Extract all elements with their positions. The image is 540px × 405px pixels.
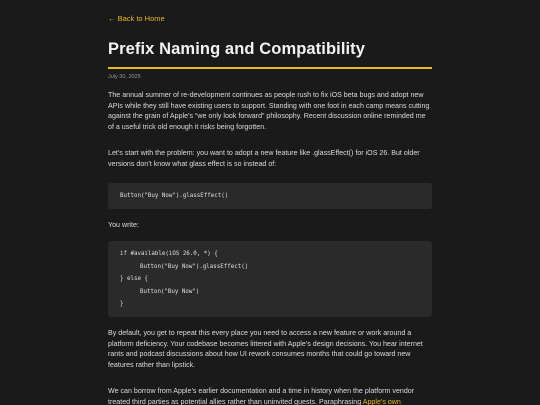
code-line: Button("Buy Now").glassEffect() xyxy=(120,193,229,199)
code-line: } xyxy=(120,301,124,307)
code-block-glass-effect xyxy=(108,183,432,209)
code-line: Button("Buy Now") xyxy=(140,288,200,295)
apple-docs-link[interactable]: Apple’s own xyxy=(362,397,401,405)
code-line: } else { xyxy=(120,276,148,282)
borrow-text: We can borrow from Apple’s earlier documentation and a time in history when the platform vendor treated third parties as potential allies rather than uninvited guests. Paraphrasing xyxy=(108,387,415,405)
title-divider xyxy=(108,67,432,69)
intro-paragraph: The annual summer of re-development continues as people rush to fix iOS beta bugs and adopt new APIs while they still have existing users to support. Standing with one foot in each camp means cutting against the grain of Apple’s “we only look forward” philosophy. Recent discussion online reminded me of a useful trick old enough it risks being forgotten. xyxy=(108,91,430,131)
default-paragraph: By default, you get to repeat this every place you need to access a new feature or work around a platform deficiency. Your codebase becomes littered with Apple’s design decisions. You hear internet rants and podcast discussions about how UI rework consumes months that could go toward new features rather than lipstick. xyxy=(108,329,423,369)
code-line: if #available(iOS 26.0, *) { xyxy=(120,251,218,257)
page-title: Prefix Naming and Compatibility xyxy=(108,40,366,58)
borrow-paragraph xyxy=(108,386,432,405)
code-block-availability-check xyxy=(108,241,432,317)
code-line: Button("Buy Now").glassEffect() xyxy=(140,263,249,270)
post-date: July 30, 2025 xyxy=(108,74,141,80)
you-write-paragraph: You write: xyxy=(108,221,139,229)
back-to-home-link[interactable]: ← Back to Home xyxy=(108,14,165,23)
problem-paragraph: Let’s start with the problem: you want to adopt a new feature like .glassEffect() for iOS 26. But older versions don’t know what glass effect is so instead of: xyxy=(108,149,420,168)
